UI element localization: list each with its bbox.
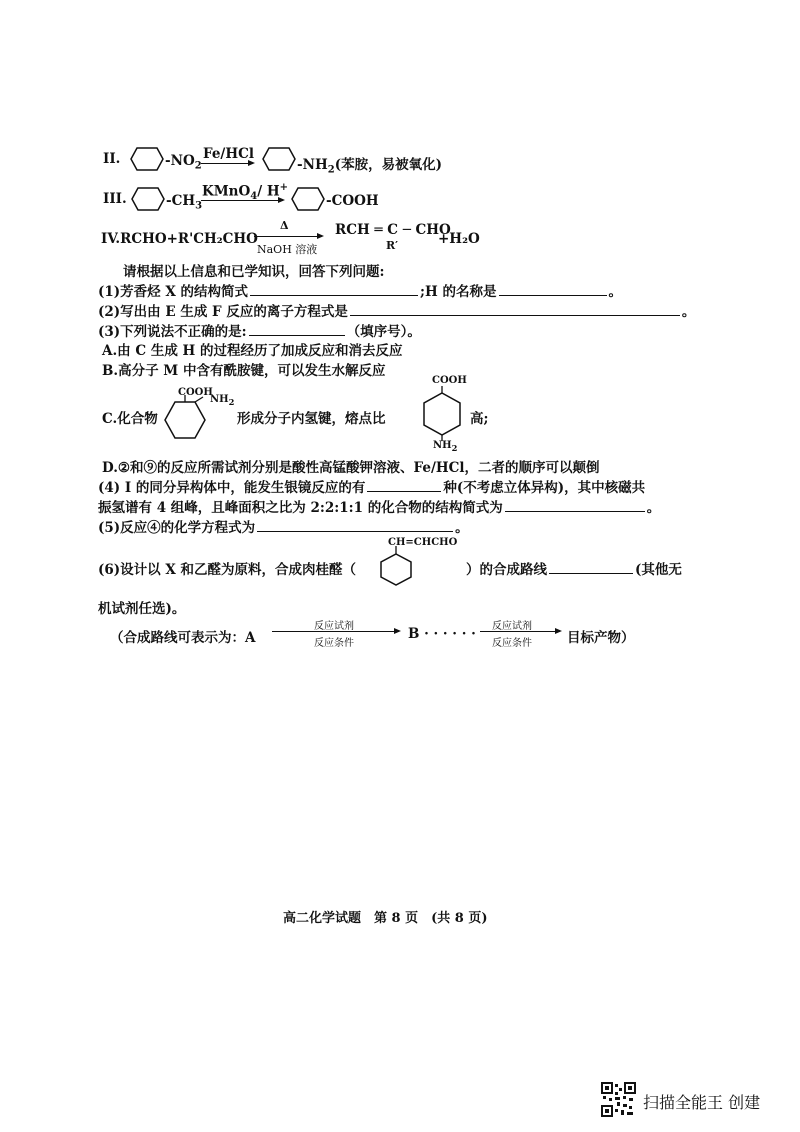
question-4-line2: 振氢谱有 4 组峰，且峰面积之比为 2:2:1:1 的化合物的结构简式为 。 <box>98 500 661 516</box>
reaction-ii-reagent: Fe/HCl <box>203 146 254 162</box>
option-c-cooh-label: COOH <box>178 387 213 398</box>
route-reagent-1: 反应试剂 <box>314 621 354 632</box>
option-d: D.②和⑨的反应所需试剂分别是酸性高锰酸钾溶液、Fe/HCl，二者的顺序可以颠倒 <box>102 460 600 476</box>
route-condition-2: 反应条件 <box>492 638 532 649</box>
reaction-ii-reactant-group: $-NO_2$ <box>165 153 202 172</box>
reaction-iv-product: RCH ═ C ─ CHO <box>335 222 451 238</box>
question-1: (1)芳香烃 X 的结构简式 ;H 的名称是 。 <box>98 284 622 300</box>
cinnamaldehyde-side-chain-label: CH=CHCHO <box>388 537 458 548</box>
option-a: A.由 C 生成 H 的过程经历了加成反应和消去反应 <box>102 343 403 359</box>
option-c-middle: 形成分子内氢键，熔点比 <box>237 411 386 427</box>
answer-blank-2[interactable] <box>350 303 680 316</box>
question-3: (3)下列说法不正确的是: （填序号）。 <box>98 324 421 340</box>
reaction-ii-label: II. <box>103 151 121 167</box>
question-6-start: (6)设计以 X 和乙醛为原料，合成肉桂醛（ <box>98 562 357 578</box>
reaction-iv-condition: NaOH 溶液 <box>257 243 318 256</box>
question-6-middle: ）的合成路线 (其他无 <box>466 562 682 578</box>
page-footer: 高二化学试题 第 8 页 (共 8 页) <box>283 911 488 926</box>
answer-blank-6[interactable] <box>549 561 633 574</box>
answer-blank-4a[interactable] <box>367 479 441 492</box>
question-6-end: 机试剂任选)。 <box>98 601 186 617</box>
reaction-iv-branch: R′ <box>386 239 399 252</box>
qr-code-icon <box>601 1082 636 1117</box>
option-b: B.高分子 M 中含有酰胺键，可以发生水解反应 <box>102 363 386 379</box>
option-c-nh2-label: $NH_2$ <box>210 394 235 407</box>
route-arrow-2 <box>480 631 560 632</box>
route-middle: B · · · · · · <box>408 626 476 642</box>
route-hint-end: 目标产物） <box>567 630 635 646</box>
option-c-para-nh2-label: $NH_2$ <box>433 440 458 453</box>
reaction-ii-product: $-NH_2$(苯胺，易被氧化) <box>297 157 442 176</box>
reaction-iii-arrow <box>201 200 283 201</box>
route-reagent-2: 反应试剂 <box>492 621 532 632</box>
option-c-start: C.化合物 <box>102 411 158 427</box>
option-c-end: 高; <box>470 411 489 427</box>
question-5: (5)反应④的化学方程式为 。 <box>98 520 469 536</box>
answer-blank-1b[interactable] <box>499 283 607 296</box>
question-2: (2)写出由 E 生成 F 反应的离子方程式是 。 <box>98 304 696 320</box>
route-condition-1: 反应条件 <box>314 638 354 649</box>
intro-text: 请根据以上信息和已学知识，回答下列问题: <box>123 264 385 280</box>
answer-blank-5[interactable] <box>257 519 453 532</box>
benzene-ring-icon <box>131 187 165 211</box>
option-c-para-cooh-label: COOH <box>432 375 467 386</box>
reaction-iii-label: III. <box>103 191 127 207</box>
reaction-iii-product: -COOH <box>326 193 379 209</box>
reaction-iv-tail: +H₂O <box>438 231 480 247</box>
benzene-ring-icon <box>291 187 325 211</box>
route-hint-start: （合成路线可表示为：A <box>110 630 256 646</box>
benzene-ring-icon <box>262 147 296 171</box>
reaction-iv-reactants: IV.RCHO+R'CH₂CHO <box>101 231 258 247</box>
benzene-ring-icon <box>130 147 164 171</box>
scanner-watermark: 扫描全能王 创建 <box>643 1093 761 1112</box>
reaction-iv-arrow <box>254 236 322 237</box>
question-4-line1: (4) I 的同分异构体中，能发生银镜反应的有 种(不考虑立体异构)，其中核磁共 <box>98 480 646 496</box>
cinnamaldehyde-ring-icon <box>378 552 414 586</box>
reaction-ii-arrow <box>201 163 253 164</box>
reaction-iv-heat: Δ <box>280 219 289 232</box>
reaction-iii-reagent: KMnO$_4$/ H+ <box>202 182 289 203</box>
answer-blank-1a[interactable] <box>250 283 418 296</box>
answer-blank-3[interactable] <box>249 323 345 336</box>
anthranilic-acid-ring-icon <box>163 399 209 441</box>
answer-blank-4b[interactable] <box>505 499 645 512</box>
route-arrow-1 <box>272 631 399 632</box>
reaction-iii-reactant: $-CH_3$ <box>166 193 203 212</box>
para-aminobenzoic-acid-ring-icon <box>420 391 464 437</box>
